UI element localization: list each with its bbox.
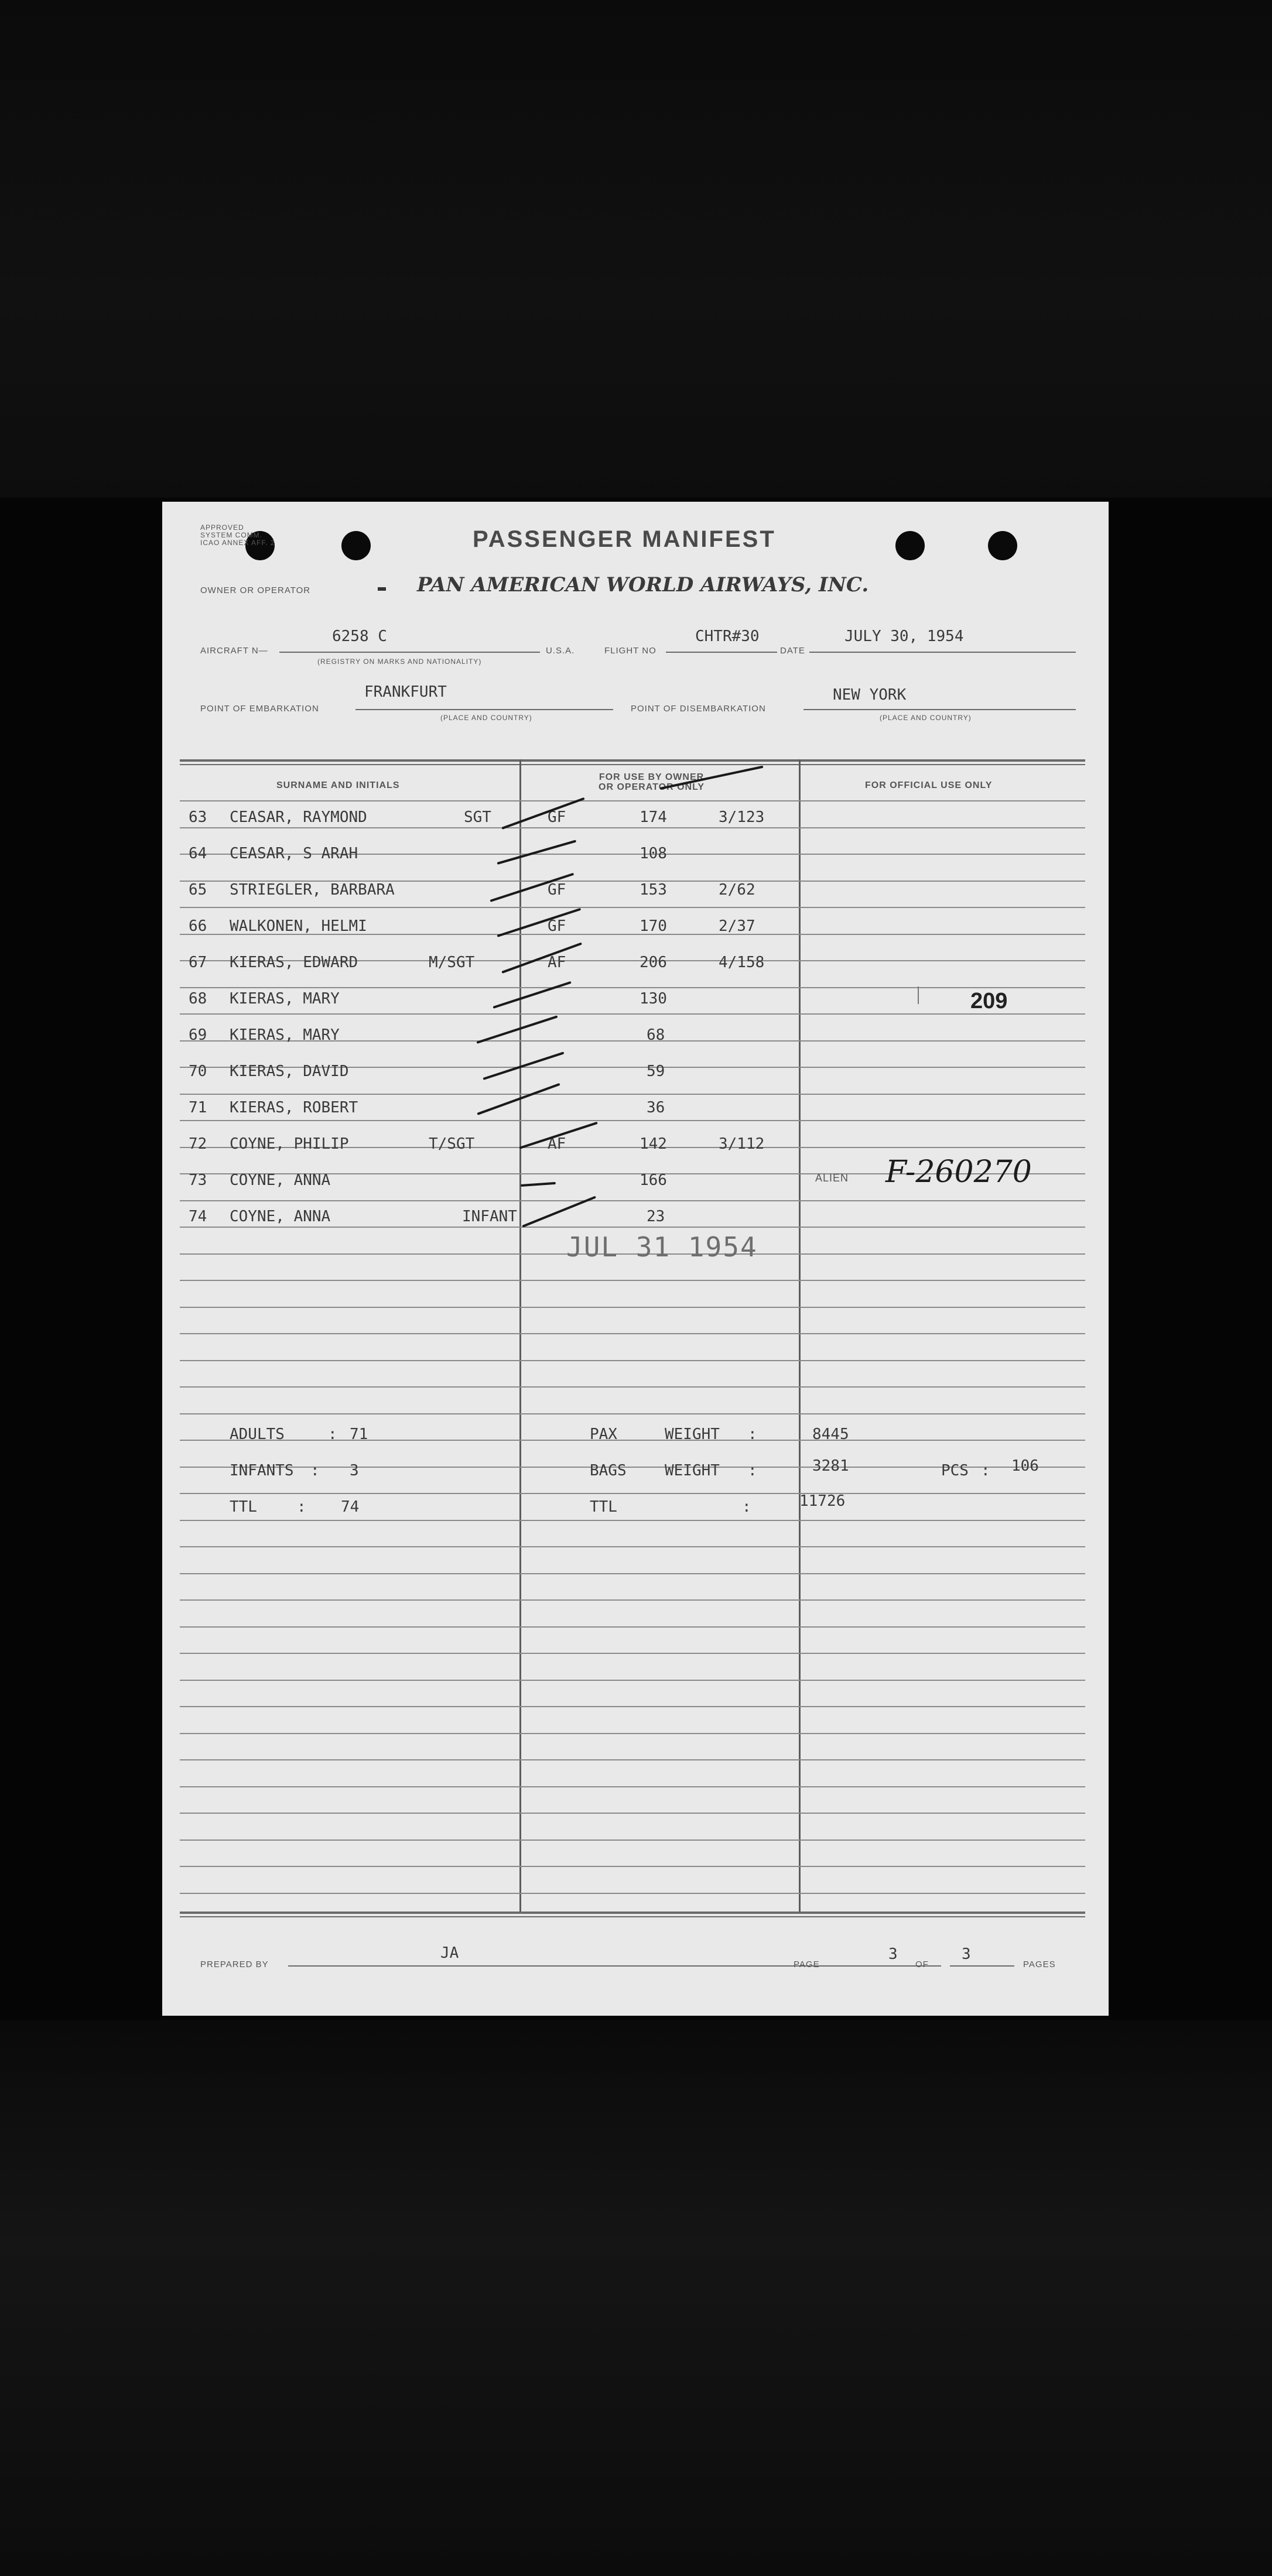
passenger-name: CEASAR, RAYMOND [230, 809, 367, 826]
aircraft-label: AIRCRAFT N— [200, 646, 268, 656]
adults-label: ADULTS [230, 1426, 285, 1443]
passenger-rank: T/SGT [429, 1135, 475, 1153]
row-line [180, 1013, 1085, 1015]
page-label: PAGE [794, 1960, 820, 1969]
row-line [180, 1893, 1085, 1894]
table-top-rule [180, 759, 1085, 762]
prepared-underline [288, 1965, 941, 1967]
passenger-number: 72 [189, 1135, 207, 1153]
page-number: 3 [888, 1945, 898, 1963]
row-line [180, 1307, 1085, 1308]
passenger-weight: 206 [640, 954, 667, 971]
row-line [180, 1227, 1085, 1228]
approval-line: ICAO ANNEX AFF. 2 [200, 539, 275, 547]
row-line [180, 1733, 1085, 1734]
row-line [180, 827, 1085, 828]
passenger-weight: 170 [640, 917, 667, 935]
total-passengers-label: TTL [230, 1498, 257, 1516]
passenger-number: 74 [189, 1208, 207, 1225]
column-header-line: FOR USE BY OWNER [599, 772, 705, 782]
infants-colon: : [310, 1462, 320, 1479]
date-label: DATE [780, 646, 805, 656]
total-weight-colon: : [742, 1498, 751, 1516]
passenger-weight: 36 [647, 1099, 665, 1116]
passenger-rank: SGT [464, 809, 491, 826]
passenger-name: WALKONEN, HELMI [230, 917, 367, 935]
total-colon: : [297, 1498, 306, 1516]
passenger-rank: M/SGT [429, 954, 475, 971]
row-line [180, 987, 1085, 988]
passenger-number: 63 [189, 809, 207, 826]
row-line [180, 1680, 1085, 1681]
table-bottom-rule-thin [180, 1916, 1085, 1917]
approval-line: APPROVED [200, 523, 244, 532]
approval-line: SYSTEM COMM. [200, 531, 263, 539]
passenger-weight: 142 [640, 1135, 667, 1153]
passenger-name: COYNE, ANNA [230, 1171, 331, 1189]
disembarkation-label: POINT OF DISEMBARKATION [631, 704, 766, 714]
bags-weight-label: WEIGHT [665, 1462, 720, 1479]
row-line [180, 1333, 1085, 1334]
checkmark-icon [477, 1083, 560, 1115]
row-line [180, 1786, 1085, 1787]
disembarkation-place: NEW YORK [833, 686, 907, 704]
alien-label: ALIEN [815, 1172, 849, 1184]
punch-hole-icon [895, 531, 925, 560]
scan-background-bottom [0, 2020, 1272, 2576]
aircraft-sublabel: (REGISTRY ON MARKS AND NATIONALITY) [317, 657, 482, 666]
passenger-number: 67 [189, 954, 207, 971]
punch-hole-icon [988, 531, 1017, 560]
prepared-by-label: PREPARED BY [200, 1960, 269, 1969]
passenger-weight: 108 [640, 845, 667, 862]
checkmark-icon [476, 1015, 558, 1044]
passenger-name: KIERAS, ROBERT [230, 1099, 358, 1116]
airline-name: PAN AMERICAN WORLD AIRWAYS, INC. [417, 573, 869, 597]
row-line [180, 1120, 1085, 1121]
row-line [180, 1573, 1085, 1574]
row-line [180, 1839, 1085, 1841]
bags-weight: 3281 [812, 1457, 849, 1475]
row-line [180, 1360, 1085, 1361]
flight-number: CHTR#30 [695, 628, 760, 645]
passenger-number: 70 [189, 1063, 207, 1080]
passenger-number: 64 [189, 845, 207, 862]
checkmark-icon [483, 1051, 564, 1080]
row-line [180, 1493, 1085, 1494]
infants-label: INFANTS [230, 1462, 294, 1479]
official-number: 209 [970, 989, 1008, 1013]
passenger-bags: 4/158 [719, 954, 765, 971]
pcs-count: 106 [1011, 1457, 1039, 1475]
pages-label: PAGES [1023, 1960, 1056, 1969]
passenger-weight: 130 [640, 990, 667, 1008]
passenger-weight: 166 [640, 1171, 667, 1189]
row-line [180, 1626, 1085, 1628]
passenger-bags: 2/62 [719, 881, 755, 899]
nationality: U.S.A. [546, 646, 575, 656]
row-line [180, 1200, 1085, 1201]
pax-colon: : [748, 1426, 757, 1443]
passenger-name: KIERAS, MARY [230, 1026, 340, 1044]
date-stamp: JUL 31 1954 [566, 1231, 758, 1263]
passenger-code: GF [548, 917, 566, 935]
owner-label: OWNER OR OPERATOR [200, 585, 311, 595]
row-line [180, 800, 1085, 801]
passenger-bags: 3/112 [719, 1135, 765, 1153]
checkmark-icon [497, 908, 581, 937]
disembarkation-underline [803, 709, 1076, 710]
row-line [180, 1386, 1085, 1388]
flight-underline [666, 652, 777, 653]
checkmark-icon [501, 797, 584, 830]
adults-colon: : [328, 1426, 337, 1443]
passenger-number: 71 [189, 1099, 207, 1116]
passenger-weight: 174 [640, 809, 667, 826]
row-line [180, 1520, 1085, 1521]
passenger-number: 68 [189, 990, 207, 1008]
passenger-number: 65 [189, 881, 207, 899]
flight-date: JULY 30, 1954 [844, 628, 964, 645]
checkmark-icon [521, 1182, 556, 1187]
column-divider-right [799, 759, 801, 1912]
row-line [180, 1413, 1085, 1414]
passenger-name: KIERAS, DAVID [230, 1063, 349, 1080]
passenger-rank: INFANT [462, 1208, 517, 1225]
passenger-weight: 59 [647, 1063, 665, 1080]
pax-weight-label: WEIGHT [665, 1426, 720, 1443]
passenger-code: AF [548, 954, 566, 971]
scan-background-top [0, 0, 1272, 498]
adults-count: 71 [350, 1426, 368, 1443]
table-bottom-rule [180, 1912, 1085, 1914]
aircraft-number: 6258 C [332, 628, 387, 645]
column-header-line: OR OPERATOR ONLY [599, 782, 705, 792]
page-title: PASSENGER MANIFEST [473, 526, 776, 552]
passenger-code: AF [548, 1135, 566, 1153]
passenger-number: 66 [189, 917, 207, 935]
pax-label: PAX [590, 1426, 617, 1443]
owner-dash [378, 587, 386, 591]
checkmark-icon [501, 943, 582, 974]
embarkation-sublabel: (PLACE AND COUNTRY) [440, 714, 532, 722]
passenger-weight: 153 [640, 881, 667, 899]
passenger-code: GF [548, 881, 566, 899]
manifest-page [162, 502, 1109, 2016]
passenger-code: GF [548, 809, 566, 826]
page-count: 3 [962, 1945, 971, 1963]
passenger-number: 69 [189, 1026, 207, 1044]
passenger-weight: 23 [647, 1208, 665, 1225]
column-header-names: SURNAME AND INITIALS [276, 780, 400, 790]
pages-underline [950, 1965, 1014, 1967]
row-line [180, 907, 1085, 908]
row-line [180, 1546, 1085, 1547]
bags-label: BAGS [590, 1462, 627, 1479]
passenger-weight: 68 [647, 1026, 665, 1044]
alien-number: F-260270 [885, 1155, 1032, 1190]
embarkation-label: POINT OF EMBARKATION [200, 704, 319, 714]
total-weight: 11726 [799, 1492, 846, 1510]
passenger-name: KIERAS, EDWARD [230, 954, 358, 971]
prepared-by: JA [440, 1944, 459, 1962]
of-label: OF [915, 1960, 929, 1969]
passenger-name: COYNE, ANNA [230, 1208, 331, 1225]
disembarkation-sublabel: (PLACE AND COUNTRY) [880, 714, 972, 722]
embarkation-underline [355, 709, 613, 710]
row-line [180, 1094, 1085, 1095]
checkmark-icon [497, 840, 576, 864]
row-line [180, 1440, 1085, 1441]
passenger-name: KIERAS, MARY [230, 990, 340, 1008]
row-line [180, 1599, 1085, 1601]
row-line [180, 1866, 1085, 1867]
pcs-colon: : [981, 1462, 990, 1479]
table-top-rule-thin [180, 764, 1085, 765]
row-line [180, 1813, 1085, 1814]
passenger-bags: 3/123 [719, 809, 765, 826]
bags-colon: : [748, 1462, 757, 1479]
infants-count: 3 [350, 1462, 359, 1479]
checkmark-icon [493, 981, 571, 1009]
total-weight-label: TTL [590, 1498, 617, 1516]
passenger-name: CEASAR, S ARAH [230, 845, 358, 862]
row-line [180, 1706, 1085, 1707]
flight-label: FLIGHT NO [604, 646, 656, 656]
pax-weight: 8445 [812, 1426, 849, 1443]
row-line [180, 1653, 1085, 1654]
total-passengers-count: 74 [341, 1498, 360, 1516]
passenger-name: STRIEGLER, BARBARA [230, 881, 395, 899]
approval-block [200, 524, 275, 547]
embarkation-place: FRANKFURT [364, 683, 447, 701]
pcs-label: PCS [941, 1462, 969, 1479]
column-divider-left [519, 759, 521, 1912]
passenger-number: 73 [189, 1171, 207, 1189]
passenger-name: COYNE, PHILIP [230, 1135, 349, 1153]
aircraft-underline [279, 652, 540, 653]
official-tick [918, 986, 919, 1004]
passenger-bags: 2/37 [719, 917, 755, 935]
row-line [180, 1280, 1085, 1281]
row-line [180, 1759, 1085, 1760]
column-header-official: FOR OFFICIAL USE ONLY [865, 780, 993, 790]
date-underline [809, 652, 1076, 653]
punch-hole-icon [341, 531, 371, 560]
